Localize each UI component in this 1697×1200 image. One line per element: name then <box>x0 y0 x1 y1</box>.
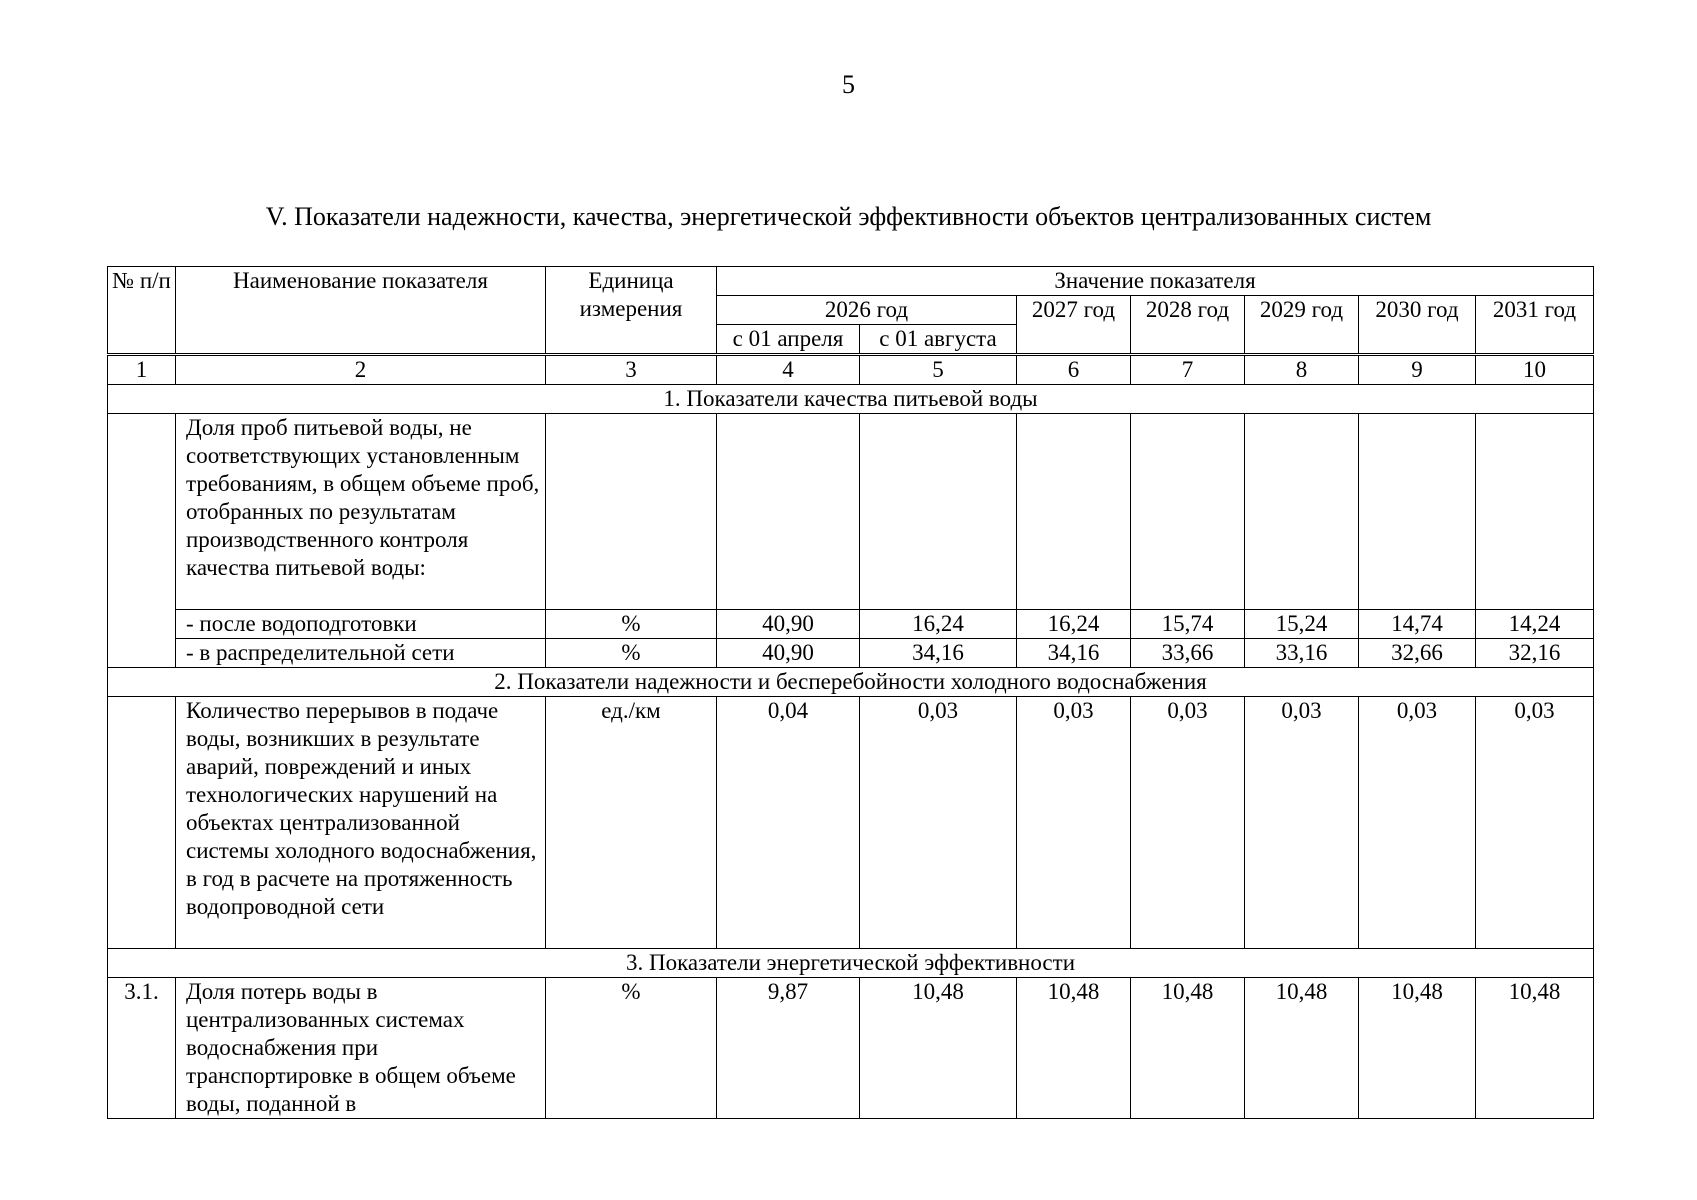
value-cell: 15,74 <box>1131 610 1245 639</box>
header-name: Наименование показателя <box>176 267 546 355</box>
table-row <box>108 978 1594 1119</box>
value-cell: 0,04 <box>717 697 860 949</box>
section-row-2 <box>108 668 1594 697</box>
value-cell: 0,03 <box>860 697 1017 949</box>
value-cell: 15,24 <box>1245 610 1359 639</box>
table-row <box>108 414 1594 610</box>
value-cell: 10,48 <box>860 978 1017 1119</box>
colnum: 8 <box>1245 355 1359 385</box>
header-num: № п/п <box>108 267 176 355</box>
section-heading: 2. Показатели надежности и бесперебойности холодного водоснабжения <box>108 668 1594 697</box>
section-heading: 1. Показатели качества питьевой воды <box>108 385 1594 414</box>
row-num-cell <box>108 414 176 668</box>
colnum: 7 <box>1131 355 1245 385</box>
value-cell: 32,16 <box>1476 639 1594 668</box>
header-2029: 2029 год <box>1245 296 1359 355</box>
indicator-name: Доля проб питьевой воды, не соответствующих установленным требованиям, в общем объеме проб, отобранных по результатам производственного контроля качества питьевой воды: <box>176 414 546 610</box>
header-row-1 <box>108 267 1594 296</box>
value-cell: 10,48 <box>1359 978 1476 1119</box>
indicators-table <box>107 266 1594 1119</box>
value-cell: 0,03 <box>1131 697 1245 949</box>
value-cell: 14,24 <box>1476 610 1594 639</box>
column-numbers-row <box>108 355 1594 385</box>
header-2026: 2026 год <box>717 296 1017 325</box>
value-cell: 9,87 <box>717 978 860 1119</box>
indicator-name: - в распределительной сети <box>176 639 546 668</box>
row-num: 3.1. <box>108 978 176 1119</box>
unit-cell: % <box>546 639 717 668</box>
value-cell: 33,66 <box>1131 639 1245 668</box>
header-2030: 2030 год <box>1359 296 1476 355</box>
colnum: 10 <box>1476 355 1594 385</box>
header-2026-apr: с 01 апреля <box>717 325 860 355</box>
empty-cell <box>1476 414 1594 610</box>
value-cell: 16,24 <box>860 610 1017 639</box>
value-cell: 0,03 <box>1359 697 1476 949</box>
value-cell: 0,03 <box>1245 697 1359 949</box>
section-heading: 3. Показатели энергетической эффективности <box>108 949 1594 978</box>
unit-cell: ед./км <box>546 697 717 949</box>
empty-cell <box>546 414 717 610</box>
table-row <box>108 697 1594 949</box>
value-cell: 14,74 <box>1359 610 1476 639</box>
header-2031: 2031 год <box>1476 296 1594 355</box>
table-row <box>108 639 1594 668</box>
unit-cell: % <box>546 978 717 1119</box>
row-num-cell <box>108 697 176 949</box>
value-cell: 16,24 <box>1017 610 1131 639</box>
colnum: 2 <box>176 355 546 385</box>
header-2028: 2028 год <box>1131 296 1245 355</box>
header-2027: 2027 год <box>1017 296 1131 355</box>
empty-cell <box>860 414 1017 610</box>
table-row <box>108 610 1594 639</box>
value-cell: 0,03 <box>1017 697 1131 949</box>
value-cell: 34,16 <box>860 639 1017 668</box>
value-cell: 10,48 <box>1017 978 1131 1119</box>
section-row-1 <box>108 385 1594 414</box>
indicator-name: Количество перерывов в подаче воды, возникших в результате аварий, повреждений и иных технологических нарушений на объектах централизованной системы холодного водоснабжения, в год в расчете на протяженность водопроводной сети <box>176 697 546 949</box>
page-number: 5 <box>842 70 855 99</box>
empty-cell <box>717 414 860 610</box>
header-2026-aug: с 01 августа <box>860 325 1017 355</box>
unit-cell: % <box>546 610 717 639</box>
value-cell: 10,48 <box>1131 978 1245 1119</box>
empty-cell <box>1245 414 1359 610</box>
colnum: 1 <box>108 355 176 385</box>
value-cell: 40,90 <box>717 639 860 668</box>
colnum: 3 <box>546 355 717 385</box>
section-row-3 <box>108 949 1594 978</box>
empty-cell <box>1131 414 1245 610</box>
header-unit: Единица измерения <box>546 267 717 355</box>
value-cell: 32,66 <box>1359 639 1476 668</box>
colnum: 6 <box>1017 355 1131 385</box>
empty-cell <box>1359 414 1476 610</box>
value-cell: 10,48 <box>1476 978 1594 1119</box>
value-cell: 40,90 <box>717 610 860 639</box>
colnum: 5 <box>860 355 1017 385</box>
value-cell: 34,16 <box>1017 639 1131 668</box>
colnum: 9 <box>1359 355 1476 385</box>
value-cell: 33,16 <box>1245 639 1359 668</box>
value-cell: 0,03 <box>1476 697 1594 949</box>
section-title: V. Показатели надежности, качества, энергетической эффективности объектов централизованных систем <box>265 202 1432 231</box>
indicator-name: Доля потерь воды в централизованных системах водоснабжения при транспортировке в общем объеме воды, поданной в <box>176 978 546 1119</box>
indicator-name: - после водоподготовки <box>176 610 546 639</box>
header-value: Значение показателя <box>717 267 1594 296</box>
value-cell: 10,48 <box>1245 978 1359 1119</box>
empty-cell <box>1017 414 1131 610</box>
colnum: 4 <box>717 355 860 385</box>
